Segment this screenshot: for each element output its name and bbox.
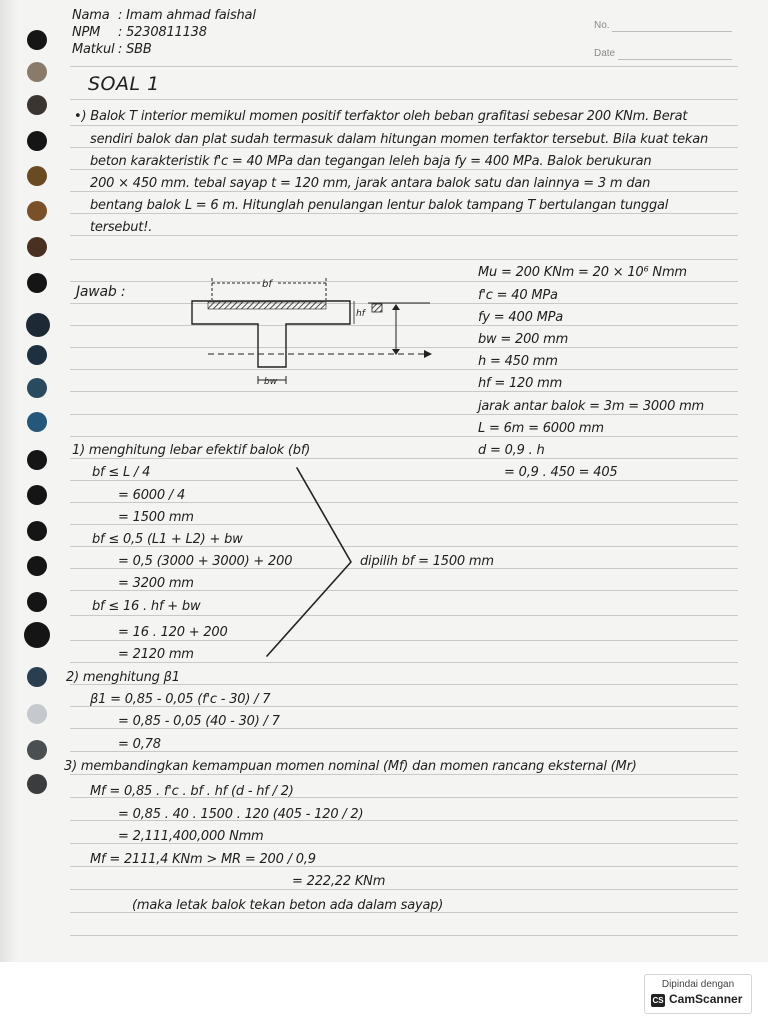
ruled-line bbox=[70, 259, 738, 260]
step1-line: bf ≤ L / 4 bbox=[92, 465, 151, 480]
binder-hole bbox=[27, 774, 47, 794]
binder-hole bbox=[26, 313, 50, 337]
ruled-line bbox=[70, 235, 738, 236]
no-line bbox=[612, 31, 732, 32]
scanner-name: CamScanner bbox=[669, 992, 743, 1006]
binder-hole bbox=[27, 592, 47, 612]
given-d: d = 0,9 . h bbox=[478, 443, 545, 458]
binder-hole bbox=[27, 740, 47, 760]
ruled-line bbox=[70, 480, 738, 481]
binder-hole bbox=[27, 166, 47, 186]
no-label: No. bbox=[594, 20, 610, 31]
problem-line: •) Balok T interior memikul momen positif terfaktor oleh beban grafitasi sebesar 200 KNm. Berat bbox=[74, 109, 688, 124]
step1-line: = 16 . 120 + 200 bbox=[118, 625, 228, 640]
step1-heading: 1) menghitung lebar efektif balok (bf) bbox=[72, 443, 311, 458]
step1-line: = 1500 mm bbox=[118, 510, 194, 525]
page-shadow bbox=[0, 0, 18, 962]
given-spacing: jarak antar balok = 3m = 3000 mm bbox=[478, 399, 705, 414]
date-line bbox=[618, 59, 732, 60]
problem-line: bentang balok L = 6 m. Hitunglah penulangan lentur balok tampang T bertulangan tunggal bbox=[90, 198, 669, 213]
npm-value: : 5230811138 bbox=[118, 25, 207, 40]
given-fy: fy = 400 MPa bbox=[478, 310, 563, 325]
problem-line: 200 × 450 mm. tebal sayap t = 120 mm, jarak antara balok satu dan lainnya = 3 m dan bbox=[90, 176, 651, 191]
step3-heading: 3) membandingkan kemampuan momen nominal (Mf) dan momen rancang eksternal (Mr) bbox=[64, 759, 637, 774]
binder-hole bbox=[27, 273, 47, 293]
brace-bracket bbox=[255, 462, 365, 662]
binder-hole bbox=[27, 556, 47, 576]
step3-note: (maka letak balok tekan beton ada dalam sayap) bbox=[132, 898, 444, 913]
ruled-line bbox=[70, 436, 738, 437]
ruled-line bbox=[70, 889, 738, 890]
ruled-line bbox=[70, 751, 738, 752]
compression-zone bbox=[208, 302, 326, 309]
step3-line: Mf = 2111,4 KNm > MR = 200 / 0,9 bbox=[90, 852, 316, 867]
step3-line: = 222,22 KNm bbox=[292, 874, 386, 889]
binder-hole bbox=[24, 622, 50, 648]
given-bw: bw = 200 mm bbox=[478, 332, 569, 347]
step2-line: = 0,78 bbox=[118, 737, 161, 752]
binder-hole bbox=[27, 450, 47, 470]
given-mu: Mu = 200 KNm = 20 × 10⁶ Nmm bbox=[478, 265, 687, 280]
scanner-caption: Dipindai dengan bbox=[661, 979, 735, 990]
binder-hole bbox=[27, 345, 47, 365]
problem-line: beton karakteristik f'c = 40 MPa dan tegangan leleh baja fy = 400 MPa. Balok berukuran bbox=[90, 154, 652, 169]
ruled-line bbox=[70, 99, 738, 100]
soal-title: SOAL 1 bbox=[88, 73, 160, 95]
binder-hole bbox=[27, 30, 47, 50]
matkul-value: : SBB bbox=[118, 42, 152, 57]
problem-line: sendiri balok dan plat sudah termasuk dalam hitungan momen terfaktor tersebut. Bila kuat tekan bbox=[90, 132, 708, 147]
hf-label: hf bbox=[356, 309, 365, 319]
date-label: Date bbox=[594, 48, 616, 59]
matkul-label: Matkul bbox=[72, 42, 115, 57]
binder-hole bbox=[27, 704, 47, 724]
step1-line: = 0,5 (3000 + 3000) + 200 bbox=[118, 554, 293, 569]
camscanner-logo-icon: CS bbox=[652, 996, 664, 1005]
given-h: h = 450 mm bbox=[478, 354, 558, 369]
ruled-line bbox=[70, 66, 738, 67]
step2-line: β1 = 0,85 - 0,05 (f'c - 30) / 7 bbox=[90, 692, 271, 707]
ruled-line bbox=[70, 935, 738, 936]
bf-label: bf bbox=[262, 279, 272, 290]
step1-line: bf ≤ 16 . hf + bw bbox=[92, 599, 201, 614]
binder-hole bbox=[27, 667, 47, 687]
binder-hole bbox=[27, 237, 47, 257]
step3-line: = 2,111,400,000 Nmm bbox=[118, 829, 264, 844]
step1-line: = 2120 mm bbox=[118, 647, 194, 662]
step3-line: Mf = 0,85 . f'c . bf . hf (d - hf / 2) bbox=[90, 784, 294, 799]
step1-line: = 6000 / 4 bbox=[118, 488, 186, 503]
binder-hole bbox=[27, 95, 47, 115]
step2-line: = 0,85 - 0,05 (40 - 30) / 7 bbox=[118, 714, 280, 729]
binder-hole bbox=[27, 62, 47, 82]
answer-label: Jawab : bbox=[76, 284, 126, 300]
step2-heading: 2) menghitung β1 bbox=[66, 670, 180, 685]
bw-label: bw bbox=[264, 377, 278, 387]
legend-hatch-box bbox=[372, 304, 382, 312]
t-beam-diagram bbox=[180, 268, 450, 393]
step1-chosen: dipilih bf = 1500 mm bbox=[360, 554, 494, 569]
binder-hole bbox=[27, 521, 47, 541]
step1-line: = 3200 mm bbox=[118, 576, 194, 591]
given-fc: f'c = 40 MPa bbox=[478, 288, 558, 303]
step1-line: bf ≤ 0,5 (L1 + L2) + bw bbox=[92, 532, 243, 547]
binder-hole bbox=[27, 412, 47, 432]
camscanner-watermark bbox=[644, 974, 752, 1014]
problem-line: tersebut!. bbox=[90, 220, 153, 235]
step3-line: = 0,85 . 40 . 1500 . 120 (405 - 120 / 2) bbox=[118, 807, 364, 822]
given-d-value: = 0,9 . 450 = 405 bbox=[504, 465, 618, 480]
binder-hole bbox=[27, 201, 47, 221]
npm-label: NPM bbox=[72, 25, 101, 40]
binder-hole bbox=[27, 131, 47, 151]
binder-hole bbox=[27, 485, 47, 505]
nama-label: Nama bbox=[72, 8, 110, 23]
given-l: L = 6m = 6000 mm bbox=[478, 421, 604, 436]
nama-value: : Imam ahmad faishal bbox=[118, 8, 256, 23]
binder-hole bbox=[27, 378, 47, 398]
given-hf: hf = 120 mm bbox=[478, 376, 563, 391]
